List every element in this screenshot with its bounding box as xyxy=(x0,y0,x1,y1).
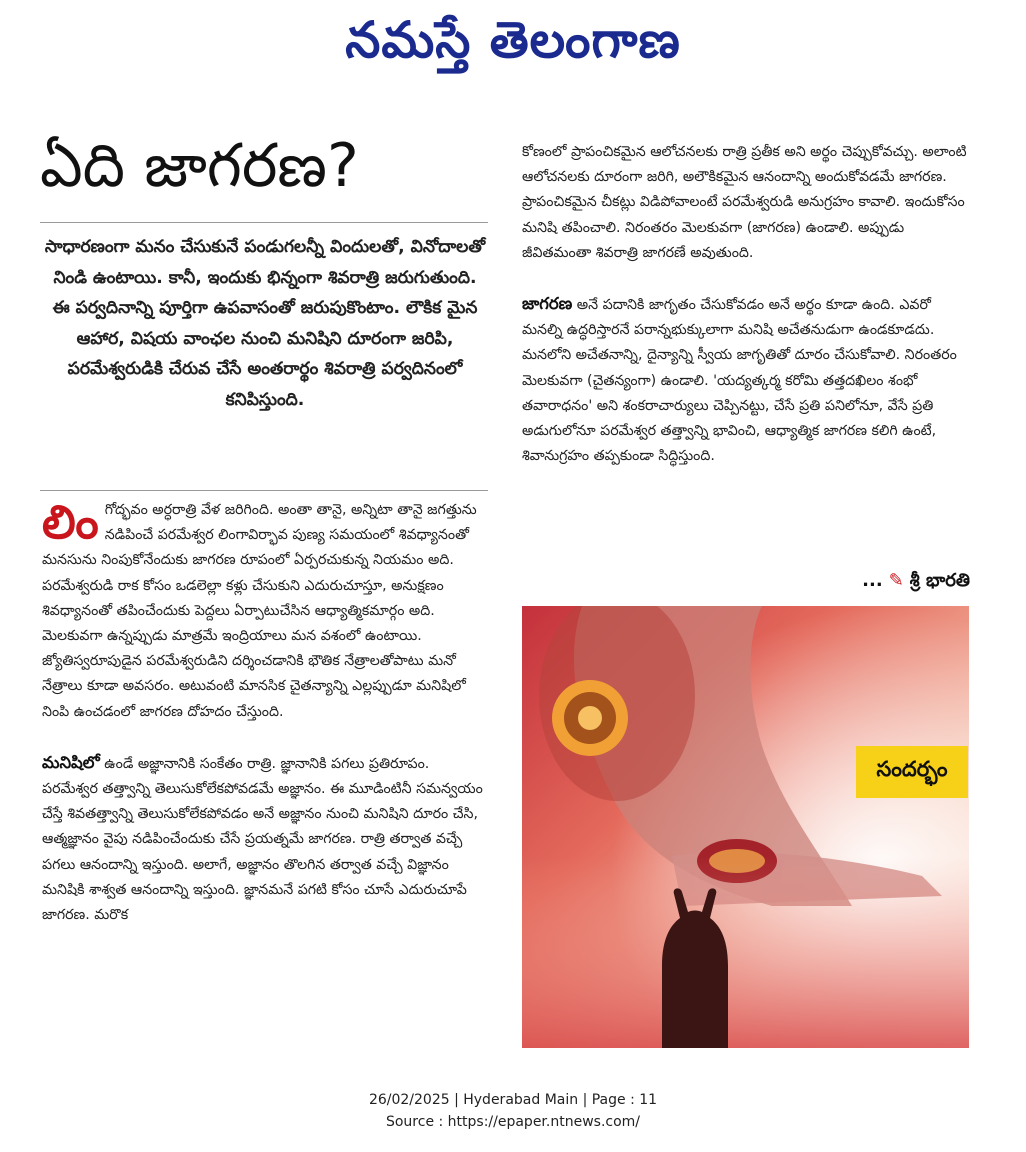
newspaper-masthead: నమస్తే తెలంగాణ xyxy=(345,10,681,69)
left-paragraph-1 xyxy=(42,495,488,725)
byline xyxy=(800,570,970,595)
left-paragraph-2-lead: మనిషిలో xyxy=(42,752,100,772)
footer-date-edition: 26/02/2025 | Hyderabad Main | Page : 11 xyxy=(368,1092,658,1108)
section-tag: సందర్భం xyxy=(856,746,968,798)
byline-dots: ... xyxy=(862,570,883,591)
right-paragraph-2-lead: జాగరణ xyxy=(522,294,573,314)
intro-divider xyxy=(40,490,488,491)
left-paragraph-2 xyxy=(42,750,488,928)
shiva-silhouette-illustration xyxy=(522,606,969,1048)
headline-divider xyxy=(40,222,488,223)
left-paragraph-1-text: గోద్భవం అర్ధరాత్రి వేళ జరిగింది. అంతా తానై, అన్నిటా తానై జగత్తును నడిపించే పరమేశ్వర లింగావిర్భావ పుణ్య సమయంలో శివధ్యానంతో మనసును నింపుకోనేందుకు జాగరణ రూపంలో ఏర్పరచుకున్న నియమం అది. పరమేశ్వరుడి రాక కోసం ఒడలెల్లా కళ్లు చేసుకుని ఎదురుచూస్తూ, అనుక్షణం శివధ్యానంతో తపించేందుకు పెద్దలు ఏర్పాటుచేసిన ఆధ్యాత్మికమార్గం అది. మెలకువగా ఉన్నప్పుడు మాత్రమే ఇంద్రియాలు మన వశంలో ఉంటాయి. జ్యోతిస్వరూపుడైన పరమేశ్వరుడిని దర్శించడానికి భౌతిక నేత్రాలతోపాటు మనో నేత్రాలు కూడా అవసరం. అటువంటి మానసిక చైతన్యాన్ని ఎల్లప్పుడూ మనిషిలో నింపి ఉంచడంలో జాగరణ దోహదం చేస్తుంది. xyxy=(42,502,477,720)
right-paragraph-1: కోణంలో ప్రాపంచికమైన ఆలోచనలకు రాత్రి ప్రతీక అని అర్థం చెప్పుకోవచ్చు. అలాంటి ఆలోచనలకు దూరంగా జరిగి, అలౌకికమైన ఆనందాన్ని అందుకోవడమే జాగరణ. ప్రాపంచికమైన చీకట్లు విడిపోవాలంటే పరమేశ్వరుడి అనుగ్రహం కావాలి. ఇందుకోసం మనిషి తపించాలి. నిరంతరం మెలకువగా (జాగరణ) ఉండాలి. అప్పుడు జీవితమంతా శివరాత్రి జాగరణే అవుతుంది. xyxy=(522,144,967,261)
footer-source: Source : https://epaper.ntnews.com/ xyxy=(385,1114,641,1130)
right-column xyxy=(522,140,969,469)
article-headline: ఏది జాగరణ? xyxy=(40,131,359,201)
left-column xyxy=(42,495,488,928)
right-paragraph-2-text: అనే పదానికి జాగృతం చేసుకోవడం అనే అర్థం కూడా ఉంది. ఎవరో మనల్ని ఉద్ధరిస్తారనే పరాన్నభుక్కులాగా మనిషి అచేతనుడుగా ఉండకూడదు. మనలోని అచేతనాన్ని, దైన్యాన్ని స్వీయ జాగృతితో దూరం చేసుకోవాలి. నిరంతరం మెలకువగా (చైతన్యంగా) ఉండాలి. 'యద్యత్కర్మ కరోమి తత్తదఖిలం శంభో తవారాధనం' అని శంకరాచార్యులు చెప్పినట్టు, చేసే ప్రతి పనిలోనూ, వేసే ప్రతి అడుగులోనూ పరమేశ్వర తత్త్వాన్ని భావించి, ఆధ్యాత్మిక జాగరణ కలిగి ఉంటే, శివానుగ్రహం తప్పకుండా సిద్ధిస్తుంది. xyxy=(522,297,957,465)
right-paragraph-2 xyxy=(522,291,969,469)
article-photo xyxy=(522,606,969,1048)
pen-icon: ✎ xyxy=(888,570,904,591)
drop-cap: లిం xyxy=(42,495,99,549)
byline-author: శ్రీ భారతి xyxy=(909,570,970,591)
article-intro: సాధారణంగా మనం చేసుకునే పండుగలన్నీ విందులతో, వినోదాలతో నిండి ఉంటాయి. కానీ, ఇందుకు భిన్నంగా శివరాత్రి జరుగుతుంది. ఈ పర్వదినాన్ని పూర్తిగా ఉపవాసంతో జరుపుకొంటాం. లౌకిక మైన ఆహార, విషయ వాంఛల నుంచి మనిషిని దూరంగా జరిపి, పరమేశ్వరుడికి చేరువ చేసే అంతరార్థం శివరాత్రి పర్వదినంలో కనిపిస్తుంది. xyxy=(44,237,486,410)
left-paragraph-2-text: ఉండే అజ్ఞానానికి సంకేతం రాత్రి. జ్ఞానానికి పగలు ప్రతిరూపం. పరమేశ్వర తత్త్వాన్ని తెలుసుకోలేకపోవడమే అజ్ఞానం. ఈ మూడింటినీ సమన్వయం చేస్తే శివతత్త్వాన్ని తెలుసుకోలేకపోవడం అనే అజ్ఞానం నుంచి మనిషిని దూరం చేసి, ఆత్మజ్ఞానం వైపు నడిపించేందుకు చేసే ప్రయత్నమే జాగరణ. రాత్రి తర్వాత వచ్చే పగలు ఆనందాన్ని ఇస్తుంది. అలాగే, అజ్ఞానం తొలగిన తర్వాత వచ్చే విజ్ఞానం మనిషికి శాశ్వత ఆనందాన్ని ఇస్తుంది. జ్ఞానమనే పగటి కోసం చూసే ఎదురుచూపే జాగరణ. మరొక xyxy=(42,755,483,924)
